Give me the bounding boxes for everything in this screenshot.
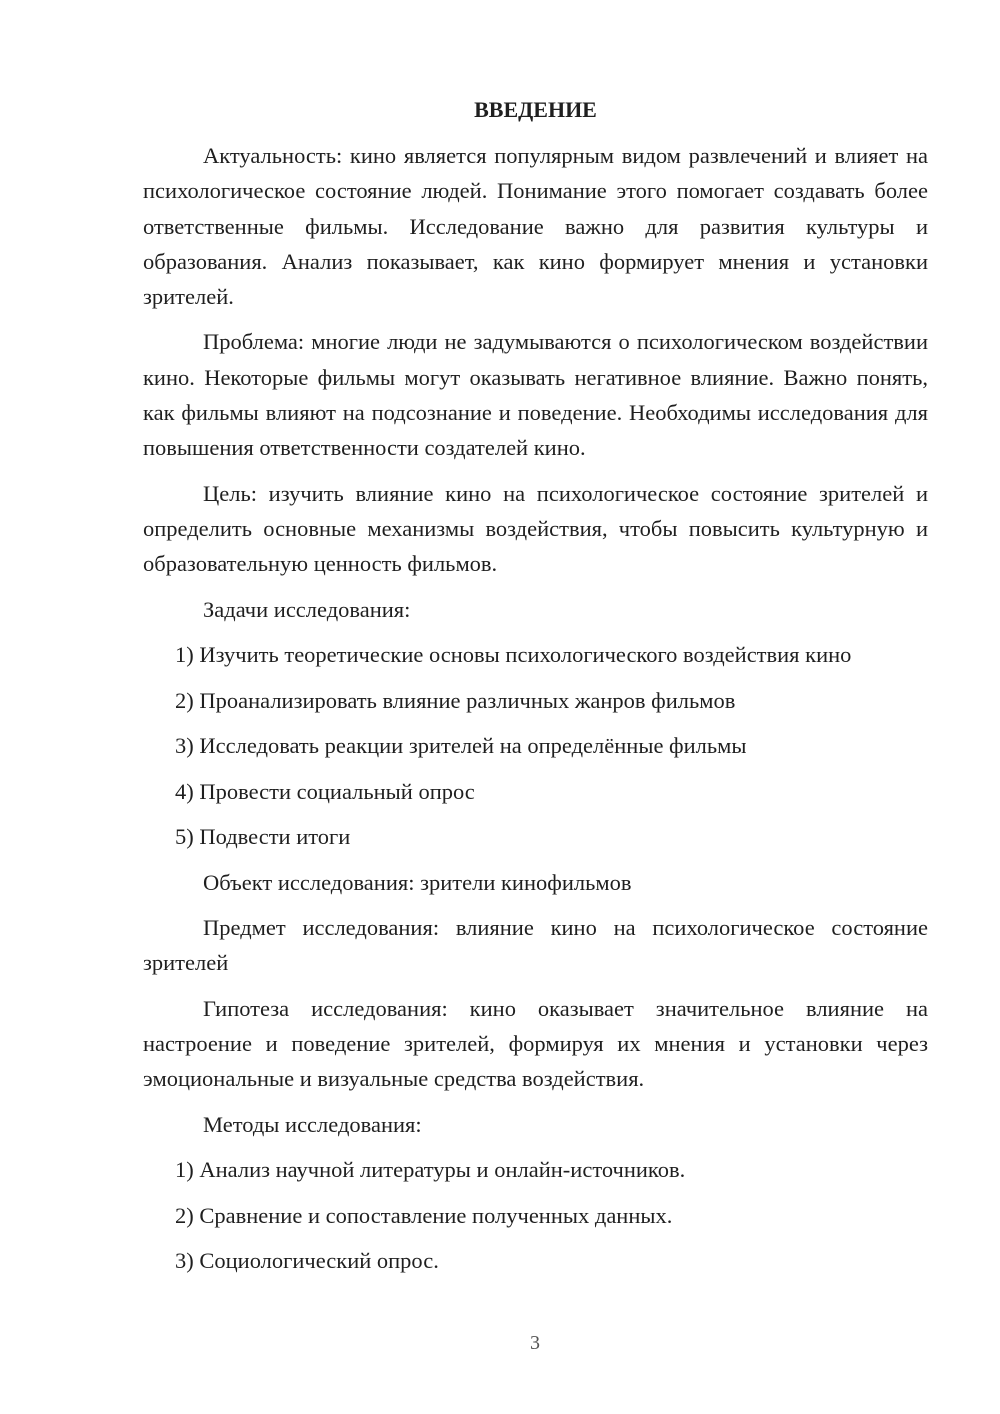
tasks-list (143, 637, 928, 854)
list-item: 1) Анализ научной литературы и онлайн-источников. (175, 1157, 686, 1183)
tasks-heading: Задачи исследования: (203, 596, 411, 622)
goal-paragraph: Цель: изучить влияние кино на психологическое состояние зрителей и определить основные механизмы воздействия, чтобы повысить культурную и образовательную ценность фильмов. (143, 480, 928, 577)
object-line: Объект исследования: зрители кинофильмов (203, 869, 632, 895)
hypothesis-paragraph: Гипотеза исследования: кино оказывает значительное влияние на настроение и поведение зрителей, формируя их мнения и установки через эмоциональные и визуальные средства воздействия. (143, 995, 928, 1092)
list-item: 1) Изучить теоретические основы психологического воздействия кино (175, 642, 852, 668)
list-item: 3) Исследовать реакции зрителей на определённые фильмы (175, 733, 747, 759)
page-number: 3 (530, 1332, 540, 1354)
subject-paragraph: Предмет исследования: влияние кино на психологическое состояние зрителей (143, 915, 928, 976)
list-item: 2) Проанализировать влияние различных жанров фильмов (175, 687, 736, 713)
page-title: ВВЕДЕНИЕ (474, 97, 597, 122)
problem-paragraph: Проблема: многие люди не задумываются о психологическом воздействии кино. Некоторые фильмы могут оказывать негативное влияние. Важно понять, как фильмы влияют на подсознание и поведение. Необходимы исследования для повышения ответственности создателей кино. (143, 329, 928, 461)
relevance-paragraph: Актуальность: кино является популярным видом развлечений и влияет на психологическое состояние людей. Понимание этого помогает создавать более ответственные фильмы. Исследование важно для развития культуры и образования. Анализ показывает, как кино формирует мнения и установки зрителей. (143, 143, 928, 310)
document-page (143, 96, 928, 1289)
list-item: 2) Сравнение и сопоставление полученных данных. (175, 1202, 673, 1228)
list-item: 3) Социологический опрос. (175, 1248, 439, 1274)
list-item: 5) Подвести итоги (175, 824, 351, 850)
list-item: 4) Провести социальный опрос (175, 778, 475, 804)
methods-heading: Методы исследования: (203, 1111, 422, 1137)
methods-list (143, 1152, 928, 1278)
